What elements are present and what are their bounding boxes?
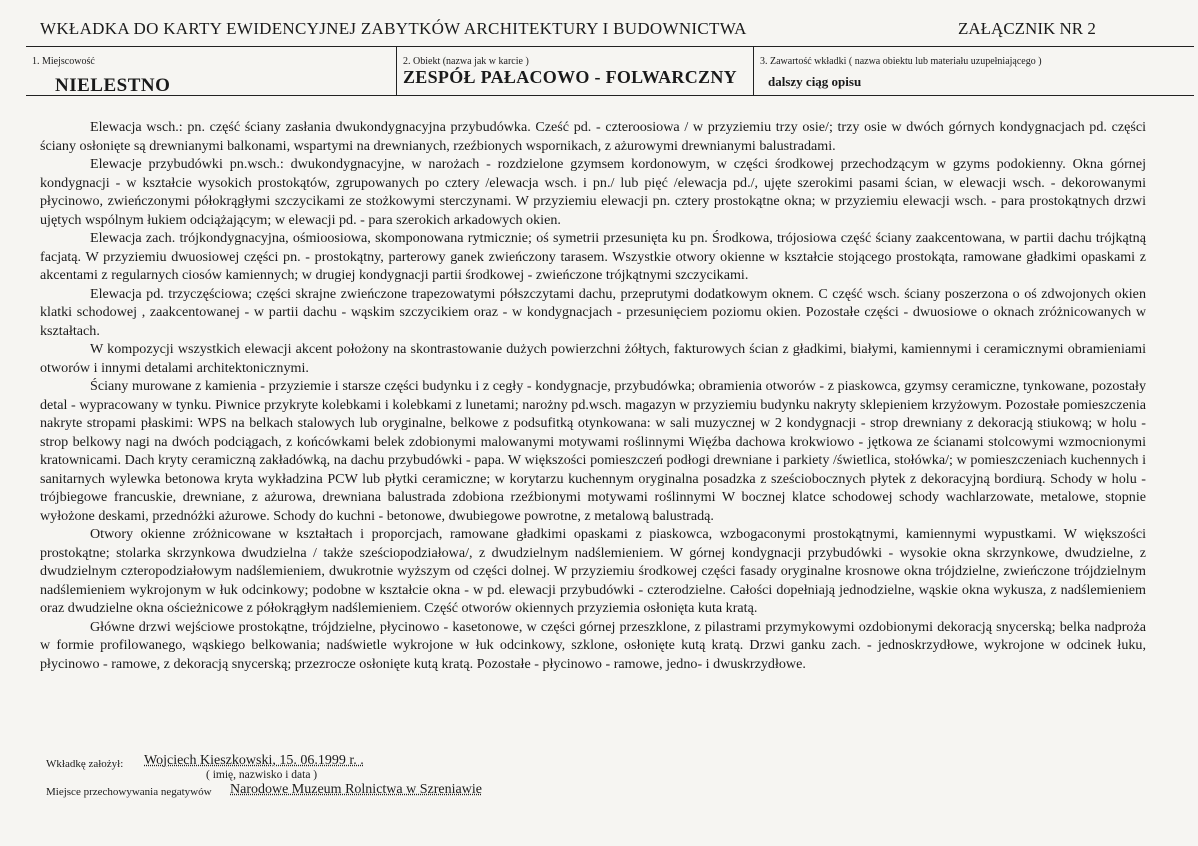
author-hint: ( imię, nazwisko i data ) xyxy=(206,769,318,781)
locality-label: 1. Miejscowość xyxy=(32,56,95,67)
description-body xyxy=(40,118,1146,673)
author-value: Wojciech Kieszkowski, 15. 06.1999 r. . xyxy=(144,753,364,768)
locality-box xyxy=(26,47,396,95)
object-label: 2. Obiekt (nazwa jak w karcie ) xyxy=(403,56,529,67)
object-box xyxy=(396,47,754,95)
paragraph: W kompozycji wszystkich elewacji akcent położony na skontrastowanie dużych powierzchni żółtych, fakturowych ścian z gładkimi, białymi, kamiennymi i ceramicznymi obramieniami otworów i innymi detalami architektonicznymi. xyxy=(40,341,1146,376)
storage-value: Narodowe Muzeum Rolnictwa w Szreniawie xyxy=(230,782,482,797)
paragraph: Otwory okienne zróżnicowane w kształtach i proporcjach, ramowane gładkimi opaskami z piaskowca, wzbogaconymi prostokątnymi, kamiennymi wypustkami. W większości prostokątne; stolarka skrzynkowa dwudzielna / także sześciopodziałowa/, z dwudzielnym nadślemieniem. W górnej kondygnacji przybudówki - wysokie okna skrzynkowe, dwudzielne, z dwudzielnym czteropodziałowym nadślemieniem, dwukrotnie wyższym od części dolnej. W przyziemiu środkowej części fasady oryginalne krosnowe okna trójdzielne, zwieńczone trójdzielnym nadślemieniem wykrojonym w łuk odcinkowy; podobne w kształcie okna - w pd. elewacji przybudówki - czterodzielne. Całości dopełniają jednodzielne, wąskie okna wykusza, z nadślemieniem oraz dwudzielne okna ościeżnicowe z półokrągłym nadślemieniem. Część otworów okiennych przyziemia osłonięta kuta kratą. xyxy=(40,526,1146,616)
paragraph: Elewacja pd. trzyczęściowa; części skrajne zwieńczone trapezowatymi półszczytami dachu, przeprutymi dodatkowym oknem. C część wsch. ściany poszerzona o oś zdwojonych okien klatki schodowej , zaakcentowanej - w partii dachu - wąskim szczycikiem oraz - w kondygnacjach - przesunięciem poziomu okien. Pozostałe części - dwuosiowe o oknach zróżnicowanych w kształtach. xyxy=(40,285,1146,339)
storage-row xyxy=(46,782,482,798)
storage-label: Miejsce przechowywania negatywów xyxy=(46,786,212,798)
author-label: Wkładkę założył: xyxy=(46,758,124,770)
paragraph: Główne drzwi wejściowe prostokątne, trójdzielne, płycinowo - kasetonowe, w części górnej przeszklone, z pilastrami przymykowymi ozdobionymi dekoracją snycerską; belka nadproża w formie profilowanego, wąskiego belkowania; nadświetle wykrojone w łuk odcinkowy, szklone, osłonięte kutą kratą. Drzwi ganku zach. - jednoskrzydłowe, wykrojone w odcinek łuku, płycinowo - ramowe, z dekoracją snycerską; przezrocze osłonięte kutą kratą. Pozostałe - płycinowo - ramowe, jedno- i dwuskrzydłowe. xyxy=(40,618,1146,672)
object-value: ZESPÓŁ PAŁACOWO - FOLWARCZNY xyxy=(403,67,737,87)
locality-value: NIELESTNO xyxy=(55,75,171,96)
paragraph: Ściany murowane z kamienia - przyziemie i starsze części budynku i z cegły - kondygnacje, przybudówka; obramienia otworów - z piaskowca, gzymsy ceramiczne, tynkowane, pozostały detal - wypracowany w tynku. Piwnice przykryte kolebkami i kolebkami z lunetami; narożny pd.wsch. magazyn w przyziemiu budynku nakryty sklepieniem krzyżowym. Pozostałe pomieszczenia nakryte stropami płaskimi: WPS na belkach stalowych lub oryginalne, belkowe z podsufitką otynkowana: w sali muzycznej w 2 kondygnacji - strop drewniany z dekoracją stiukową; w holu - strop belkowy nagi na dwóch podciągach, z końcówkami belek zdobionymi malowanymi motywami roślinnymi Więźba dachowa krokwiowo - jętkowa ze ścianami stolcowymi wzmocnionymi kratownicami. Dach kryty ceramiczną zakładówką, na dachu przybudówki - papa. W większości pomieszczeń podłogi drewniane i parkiety /świetlica, stołówka/; w pomieszczeniach kuchennych i sanitarnych wylewka betonowa kryta wykładzina PCW lub płytki ceramiczne; w korytarzu kuchennym oryginalna posadzka z sześciobocznych płytek z dekoracyjną bordiurą. Schody w holu - trójbiegowe francuskie, drewniane, z ażurowa, drewniana balustrada zdobiona rzeźbionymi motywami roślinnymi W bocznej klatce schodowej schody wachlarzowate, metalowe, stopnie wyłożone deskami, przednóżki ażurowe. Schody do kuchni - betonowe, dwubiegowe powrotne, z metalową balustradą. xyxy=(40,378,1146,524)
document-title: WKŁADKA DO KARTY EWIDENCYJNEJ ZABYTKÓW ARCHITEKTURY I BUDOWNICTWA xyxy=(40,19,747,38)
contents-label: 3. Zawartość wkładki ( nazwa obiektu lub materiału uzupełniającego ) xyxy=(760,56,1042,67)
contents-box xyxy=(754,47,1194,95)
contents-value: dalszy ciąg opisu xyxy=(768,74,862,89)
author-row xyxy=(46,753,364,770)
paragraph: Elewacja zach. trójkondygnacyjna, ośmioosiowa, skomponowana rytmicznie; oś symetrii przesunięta ku pn. Środkowa, trójosiowa część ściany zaakcentowana, w partii dachu trójkątną facjatą. W przyziemiu dwuosiowej części pn. - prostokątny, parterowy ganek zwieńczony tarasem. Wszystkie otwory okienne w kształcie stojącego prostokąta, ramowane gładkimi opaskami z akcentami z regularnych ciosów kamiennych; w drugiej kondygnacji partii środkowej - zwieńczone trójkątnymi szczycikami. xyxy=(40,230,1146,283)
paragraph: Elewacje przybudówki pn.wsch.: dwukondygnacyjne, w narożach - rozdzielone gzymsem kordonowym, w części środkowej przechodzącym w gzyms podokienny. Okna górnej kondygnacji - w kształcie wysokich prostokątów, zgrupowanych po cztery /elewacja wsch. i pn./ lub pięć /elewacja pd./, ujęte szerokimi pasami ścian, w elewacji wsch. - dekorowanymi płycinowo, zwieńczonymi półokrągłymi szczycikami ze stożkowymi sterczynami. W przyziemiu elewacji pn. cztery prostokątne okna; w przyziemiu elewacji wsch. - para prostokątnych drzwi ujętych wspólnym łukiem odciążającym; w elewacji pd. - para szerokich arkadowych okien. xyxy=(40,156,1146,228)
annex-number: ZAŁĄCZNIK NR 2 xyxy=(958,19,1096,38)
header-fields xyxy=(26,46,1194,96)
paragraph: Elewacja wsch.: pn. część ściany zasłania dwukondygnacyjna przybudówka. Cześć pd. - czteroosiowa / w przyziemiu trzy osie/; trzy osie w dwóch górnych kondygnacjach pd. części ściany osłonięte są drewnianymi balkonami, wspartymi na drewnianych, rzeźbionych wspornikach, z ażurowymi drewnianymi balustradami. xyxy=(40,119,1146,154)
